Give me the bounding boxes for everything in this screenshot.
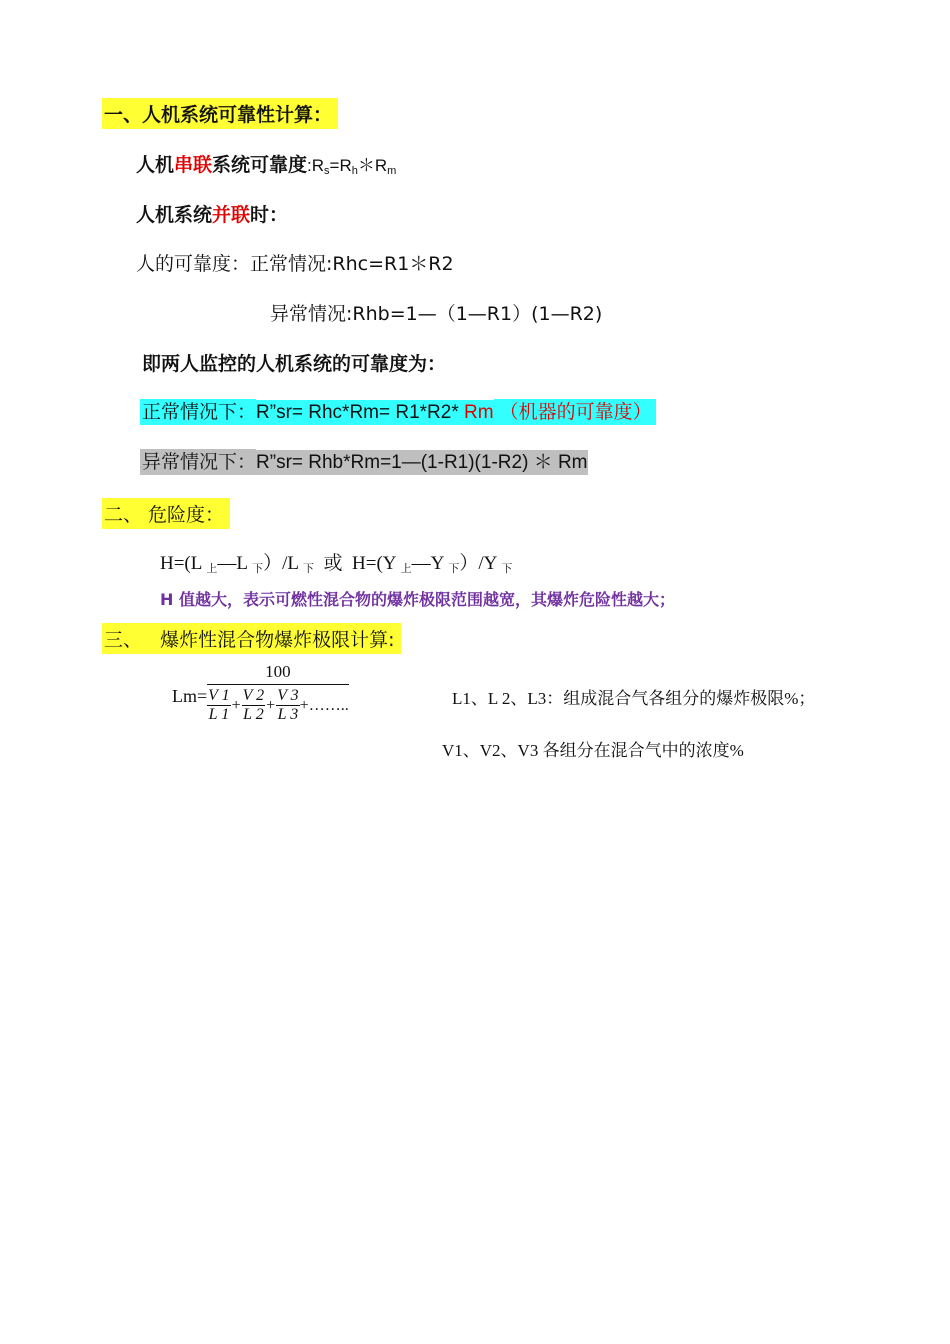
human-abnormal-line: 异常情况:Rhb=1—（1—R1）(1—R2) (270, 303, 603, 325)
hazard-formula: H=(L $_上$—L $_下$）/L $_下$ 或 H=(Y $_上$—Y $_下$）/Y $_下$ (160, 553, 513, 575)
normal-case-note: （机器的可靠度） (494, 399, 656, 425)
section2-title: 二、 危险度： (102, 498, 230, 529)
term-fraction: $\frac{V 1}{L 1}$ (208, 687, 230, 723)
lm-main-fraction (207, 662, 349, 724)
lm-denominator: $\frac{V 1}{L 1}$ + $\frac{V 2}{L 2}$ + $\frac{V 3}{L 3}$ +…….. (208, 687, 349, 723)
ellipsis: +…….. (299, 696, 349, 714)
abnormal-case-line (140, 447, 588, 474)
abnormal-case-label: 异常情况下： (142, 451, 257, 473)
legend-l: L1、L 2、L3：组成混合气各组分的爆炸极限%； (452, 689, 816, 708)
lm-formula (172, 662, 349, 724)
series-highlight: 串联 (174, 154, 213, 176)
parallel-highlight: 并联 (212, 204, 251, 226)
normal-case-line (140, 397, 656, 424)
lm-numerator: 100 (207, 662, 349, 685)
series-reliability-line (136, 150, 396, 177)
parallel-line (136, 200, 288, 227)
parallel-suffix: 时： (250, 204, 289, 226)
series-formula: $:R_s=R_h*R_m$ (307, 156, 397, 177)
normal-case-label: 正常情况下： (142, 401, 257, 423)
human-normal-line: 人的可靠度：正常情况:Rhc=R1＊R2 (136, 253, 454, 275)
series-suffix: 系统可靠度 (212, 154, 308, 176)
term-fraction: $\frac{V 2}{L 2}$ (242, 687, 265, 723)
hazard-note: H 值越大，表示可燃性混合物的爆炸极限范围越宽，其爆炸危险性越大； (160, 590, 675, 609)
section1-title: 一、人机系统可靠性计算： (102, 98, 338, 129)
section3-title: 三、 爆炸性混合物爆炸极限计算: (102, 623, 401, 654)
abnormal-case-formula: R”sr= Rhb*Rm=1—(1-R1)(1-R2) ＊ Rm (256, 452, 588, 473)
normal-case-formula: R”sr= Rhc*Rm= R1*R2* Rm (256, 402, 494, 423)
two-person-line: 即两人监控的人机系统的可靠度为： (142, 353, 447, 375)
term-fraction: $\frac{V 3}{L 3}$ (277, 687, 299, 723)
lm-label: Lm= (172, 685, 208, 706)
normal-case-rm: Rm (464, 402, 494, 423)
parallel-prefix: 人机系统 (136, 204, 213, 226)
legend-v: V1、V2、V3 各组分在混合气中的浓度% (442, 741, 744, 760)
series-prefix: 人机 (136, 154, 175, 176)
